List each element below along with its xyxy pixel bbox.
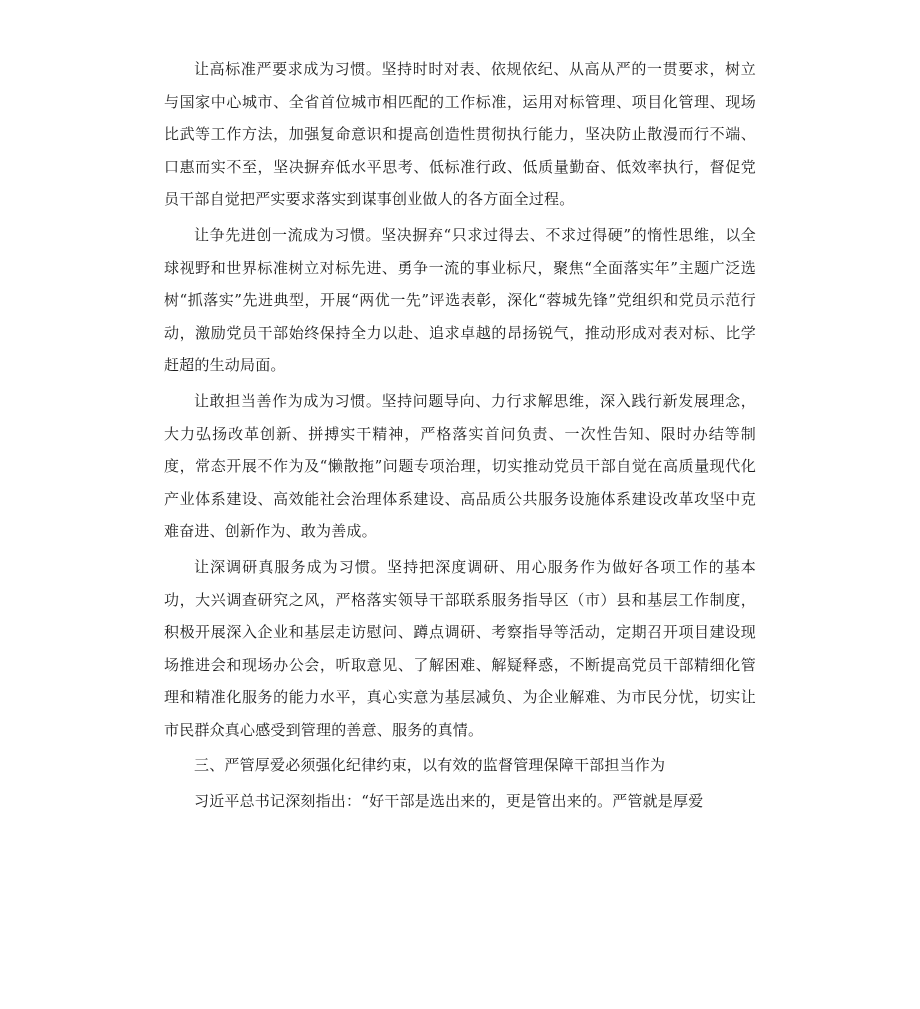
paragraph-closing-quote: 习近平总书记深刻指出：“好干部是选出来的，更是管出来的。严管就是厚爱 (194, 792, 704, 811)
section-heading-strict-management: 三、严管厚爱必须强化纪律约束，以有效的监督管理保障干部担当作为 (194, 756, 666, 775)
paragraph-take-responsibility: 让敢担当善作为成为习惯。坚持问题导向、力行求解思维，深入践行新发展理念，大力弘扬改革创新、拼搏实干精神，严格落实首问负责、一次性告知、限时办结等制度，常态开展不作为及“懒散拖”问题专项治理，切实推动党员干部自觉在高质量现代化产业体系建设、高效能社会治理体系建设、高品质公共服务设施体系建设改革攻坚中克难奋进、创新作为、敢为善成。 (164, 391, 756, 541)
paragraph-strive-first-class: 让争先进创一流成为习惯。坚决摒弃“只求过得去、不求过得硬”的惰性思维，以全球视野和世界标准树立对标先进、勇争一流的事业标尺，聚焦“全面落实年”主题广泛选树“抓落实”先进典型，开展“两优一先”评选表彰，深化“蓉城先锋”党组织和党员示范行动，激励党员干部始终保持全力以赴、追求卓越的昂扬锐气，推动形成对表对标、比学赶超的生动局面。 (164, 225, 756, 375)
paragraph-research-service: 让深调研真服务成为习惯。坚持把深度调研、用心服务作为做好各项工作的基本功，大兴调查研究之风，严格落实领导干部联系服务指导区（市）县和基层工作制度，积极开展深入企业和基层走访慰问、蹲点调研、考察指导等活动，定期召开项目建设现场推进会和现场办公会，听取意见、了解困难、解疑释惑，不断提高党员干部精细化管理和精准化服务的能力水平，真心实意为基层减负、为企业解难、为市民分忧，切实让市民群众真心感受到管理的善意、服务的真情。 (164, 557, 756, 739)
paragraph-high-standards: 让高标准严要求成为习惯。坚持时时对表、依规依纪、从高从严的一贯要求，树立与国家中心城市、全省首位城市相匹配的工作标准，运用对标管理、项目化管理、现场比武等工作方法，加强复命意识和提高创造性贯彻执行能力，坚决防止散漫而行不端、口惠而实不至，坚决摒弃低水平思考、低标准行政、低质量勤奋、低效率执行，督促党员干部自觉把严实要求落实到谋事创业做人的各方面全过程。 (164, 60, 756, 209)
document-body (164, 53, 756, 821)
